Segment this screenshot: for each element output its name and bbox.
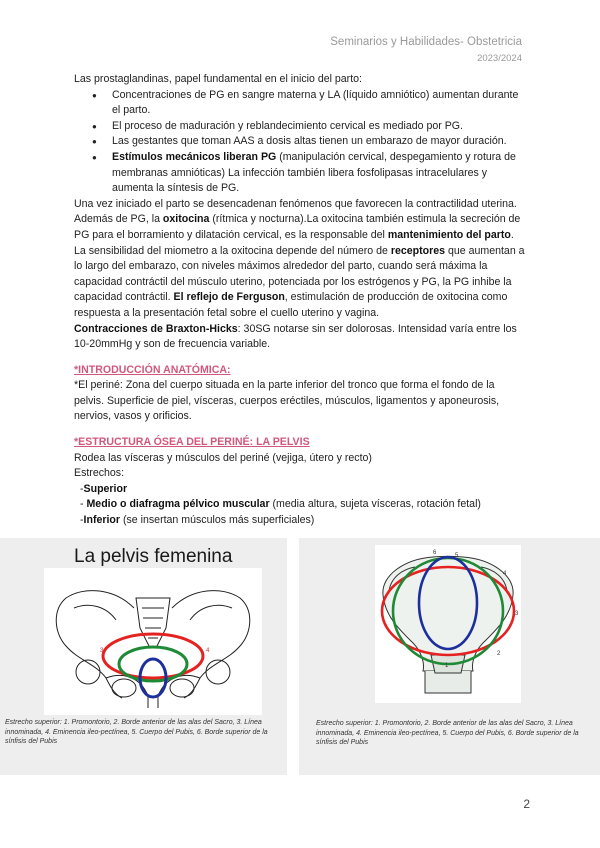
svg-text:5: 5 [455,553,459,559]
estrecho-medio: - Medio o diafragma pélvico muscular (media altura, sujeta vísceras, rotación fetal) [80,498,481,511]
figure-caption: Estrecho superior: 1. Promontorio, 2. Borde anterior de las alas del Sacro, 3. Línea innominada, 4. Eminencia ileo-pectínea, 5. Cuerpo del Pubis, 6. Borde superior de la sínfisis del Pubis [316,720,579,746]
prostaglandin-list [88,88,526,197]
section-title-anatomy: *INTRODUCCIÓN ANATÓMICA: [74,363,231,376]
svg-text:6: 6 [433,550,437,556]
main-content [74,72,526,529]
list-item: ● Concentraciones de PG en sangre materna y LA (líquido amniótico) aumentan durante el parto. [88,88,526,119]
academic-year: 2023/2024 [477,53,522,64]
estrecho-inferior: -Inferior (se insertan músculos más superficiales) [80,514,315,527]
page-number: 2 [523,797,530,811]
braxton-hicks-paragraph [74,322,526,353]
bold-term: Superior [83,482,128,495]
estrechos-label: Estrechos: [74,467,125,480]
pelvis-superior-view [375,545,521,703]
bold-term: Inferior [83,514,121,527]
estrecho-superior: -Superior [80,482,128,495]
bold-term: Estímulos mecánicos liberan PG [112,150,277,163]
text-run: Una vez iniciado el parto se desencadenan fenómenos que favorecen la contractilidad uterina. Además de PG, la [74,197,517,226]
list-item-text: (manipulación cervical, despegamiento y rotura de membranas amnióticas) La infección también libera fosfolipasas intracelulares y aumenta la síntesis de PG. [112,150,516,195]
figure-caption: Estrecho superior: 1. Promontorio, 2. Borde anterior de las alas del Sacro, 3. Línea innominada, 4. Eminencia ileo-pectínea, 5. Cuerpo del Pubis, 6. Borde superior de la sínfisis del Pubis [5,719,268,745]
list-item: ● Las gestantes que toman AAS a dosis altas tienen un embarazo de mayor duración. [88,134,526,150]
pelvis-anterior-illustration [44,568,262,715]
pelvis-anterior-view [44,568,262,715]
pelvis-superior-illustration [375,545,521,703]
text-run: (rítmica y nocturna).La oxitocina también estimula la secreción de PG para el borramiento y dilatación cervical, es la responsable del [74,213,521,241]
bold-term: receptores [390,244,446,257]
text-run: (se insertan músculos más superficiales) [120,514,315,527]
bold-term: Medio o diafragma pélvico muscular [86,498,270,511]
bold-term: mantenimiento del parto [387,228,511,241]
svg-text:4: 4 [503,571,507,577]
figure-title: La pelvis femenina [74,546,233,567]
svg-text:3: 3 [100,648,104,654]
list-item [88,150,526,197]
bold-term: oxitocina [162,213,210,226]
text-run: , estimulación de producción de oxitocina como respuesta a la presentación fetal sobre el cuello uterino y vagina. [74,291,508,319]
text-run: : 30SG notarse sin ser dolorosas. Intensidad varía entre los 10-20mmHg y son de frecuencia variable. [74,322,517,351]
text-run: . La sensibilidad del miometro a la oxitocina depende del número de [74,228,514,257]
section-title-pelvis: *ESTRUCTURA ÓSEA DEL PERINÉ: LA PELVIS [74,436,310,449]
svg-text:2: 2 [497,651,501,657]
perineum-paragraph: *El periné: Zona del cuerpo situada en la parte inferior del tronco que forma el fondo de la pelvis. Superficie de piel, vísceras, cuerpos eréctiles, músculos, ligamentos y aponeurosis, nervios, vasos y orificios. [74,379,500,423]
text-run: que aumentan a lo largo del embarazo, con niveles máximos alrededor del parto, cuando será máxima la capacidad contráctil del músculo uterino, potenciada por los estrógenos y PG, la PG inhibe la capacidad contráctil. [74,244,525,304]
pelvis-figure-right [299,538,600,775]
course-title: Seminarios y Habilidades- Obstetricia [330,36,522,48]
pelvis-paragraph: Rodea las vísceras y músculos del periné (vejiga, útero y recto) [74,451,372,464]
svg-text:1: 1 [445,663,449,669]
bold-term: El reflejo de Ferguson [173,291,285,304]
list-item: ● El proceso de maduración y reblandecimiento cervical es mediado por PG. [88,119,526,135]
svg-text:4: 4 [206,648,210,654]
oxytocin-paragraph [74,197,526,322]
svg-text:3: 3 [515,611,519,617]
intro-line: Las prostaglandinas, papel fundamental en el inicio del parto: [74,73,362,85]
bold-term: Contracciones de Braxton-Hicks [74,322,238,335]
text-run: (media altura, sujeta vísceras, rotación fetal) [269,498,481,511]
pelvis-figure-left [0,538,287,775]
